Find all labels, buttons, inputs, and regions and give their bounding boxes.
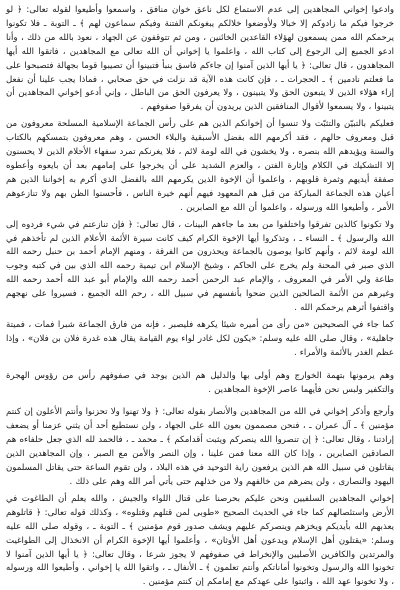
paragraph-6: وأرجع وأذكر إخواني في الله من المجاهدين والأنصار بقوله تعالى: ﴿ ولا تهنوا ولا تحزنوا وأنتم الأعلون إن كنتم مؤمنين ﴾ ـ آل عمران ـ ، فنحن مصممون بعون الله على الجهاد ، ولن نستطيع أحد أن يثني عزمنا أو يضعف إرادتنا ، وقال تعالى: ﴿ إن تنصروا الله ينصركم ويثبت أقدامكم ﴾ ـ محمد ـ ، فالحمد لله الذي جعل حلفاءه هم الصادقين الصابرين ، وإذا كان الله معنا فمن علينا ، وإن النصر والأمن مع الصبر ، وإن المجاهدين الذين يقاتلون في سبيل الله هم الذين يرفعون راية التوحيد في هذه البلاد ، ولن تقوم الساعة حتى يقاتل المسلمون اليهود والنصارى ، ولن يضرهم من خالفهم ولا من خذلهم حتى يأتي أمر الله وهم على ذلك .: [6, 407, 394, 487]
paragraph-3: ولا تكونوا كالذين تفرقوا واختلفوا من بعد ما جاءهم البينات ، قال تعالى: ﴿ فإن تنازعتم في شيء فردوه إلى الله والرسول ﴾ ـ النساء ـ ، وتذكروا أيها الإخوة الكرام كيف كانت سيرة الأئمة الأعلام الذين لم تأخذهم في الله لومة لائم ، وأنهم كانوا يوصون بالجماعة ويحذرون من الفرقة ، ومنهم الإمام أحمد بن حنبل رحمه الله الذي صبر في المحنة ولم يخرج على الحاكم ، وشيخ الإسلام ابن تيمية رحمه الله الذي بين في كتبه وجوب طاعة ولي الأمر في المعروف ، والإمام عبد الرحمن أحمد رحمه الله والإمام أبو عبد الله أحمد رحمه الله وغيرهم من الأئمة الصالحين الذين ضحوا بأنفسهم في سبيل الله ، رحم الله الجميع ، فسيروا على نهجهم واقتفوا أثرهم يرحمكم الله .: [6, 219, 394, 314]
paragraph-4: كما جاء في الصحيحين «من رأى من أميره شيئا يكرهه فليصبر ، فإنه من فارق الجماعة شبرا فمات ، فميتة جاهلية» ، وقال صلى الله عليه وسلم: «يكون لكل غادر لواء يوم القيامة يقال هذه غدرة فلان بن فلان» ، وإذا عظم الغدر بالأئمة والأمراء .: [6, 319, 394, 358]
paragraph-1: وادعوا إخواني المجاهدين إلى عدم الاستماع لكل ناعق خوان منافق ، واسمعوا وأطيعوا لقوله تعالى: ﴿ لو خرجوا فيكم ما زادوكم إلا خبالا ولأوضعوا خلالكم يبغونكم الفتنة وفيكم سماعون لهم ﴾ ـ التوبة ـ فلا تكونوا يرحمكم الله ممن يسمعون لهؤلاء القاعدين الخائنين ، ومن ثم تتوقفون عن الجهاد ، نعوذ بالله من ذلك ، وأنا ادعو الجميع إلى الرجوع إلى كتاب الله ، واعلموا يا إخواني أن الله تعالى مع المجاهدين ، فاتقوا الله أيها المجاهدون ، قال تعالى: ﴿ يا أيها الذين آمنوا إن جاءكم فاسق بنبأ فتبينوا أن تصيبوا قوما بجهالة فتصبحوا على ما فعلتم نادمين ﴾ ـ الحجرات ـ ، فإن كانت هذه الآية قد نزلت في حق صحابي ، فماذا يجب علينا أن نفعل إزاء هؤلاء الذين لا يتبعون الحق ولا يتبينون ، ولا يعرفون الحق من الباطل ، وإني أدعو إخواني المجاهدين أن يتبينوا ، ولا يسمعوا لأقوال المنافقين الذين يريدون أن يفرقوا صفوفهم .: [6, 5, 394, 113]
paragraph-2: فعليكم بالتبيّن والتثبّت ولا تنسوا أن إخوانكم الذين هم على رأس الجماعة الإسلامية المسلحة معروفون من قبل ومعروف حالهم ، فقد أكرمهم الله بفضل الأسبقية والبلاء الحسن ، وهم معروفون بتمسكهم بالكتاب والسنة ويؤيدهم الله بنصره ، ولا يخشون في الله لومة لائم ، فلا يغرنكم تمرد سفهاء الأحلام الذين لا يحسنون إلا التشكيك في الكلام وإثارة الفتن ، والعزم الشديد على أن يخرجوا على إمامهم بعد أن بايعوه وأعطوه صفقة أيديهم وثمرة قلوبهم ، واعلموا أن الإخوة الذين يكرمهم الله بالفضل الذي أكرم به إخواننا الذين هم أعيان هذه الجماعة المباركة من قبل هم المعهود فيهم أنهم خيرة الناس ، فأحسنوا الظن بهم ولا تنازعوهم الأمر ، وأطيعوا الله ورسوله ، واعلموا أن الله مع الصابرين .: [6, 119, 394, 213]
paragraph-7: إخواني المجاهدين السلفيين ونحن عليكم بحرصنا على قتال اللواء والجيش ، والله يعلم أن الطاغوت في الأرض واستئصالهم كما جاء في الحديث الصحيح «طوبى لمن قتلهم وقتلوه» ، وكذلك قوله تعالى: ﴿ قاتلوهم يعذبهم الله بأيديكم ويخزهم وينصركم عليهم ويشف صدور قوم مؤمنين ﴾ ـ التوبة ـ ، وقوله صلى الله عليه وسلم: «يقتلون أهل الإسلام ويدعون أهل الأوثان» ، وأعلموا أيها الإخوة الكرام أن الانخذال إلى الطواغيت والمرتدين والكافرين الأصليين والإنخراط في صفوفهم لا يجوز شرعا ، وقال تعالى: ﴿ يا أيها الذين آمنوا لا تخونوا الله والرسول وتخونوا أماناتكم وأنتم تعلمون ﴾ ـ الأنفال ـ ، واتقوا الله يا إخواني ، وأطيعوا الله ورسوله ، ولا تخونوا عهد الله ، واثبتوا على عهدكم مع إمامكم إن كنتم مؤمنين .: [6, 493, 394, 588]
paragraph-5: وهم يرمونها بتهمة الخوارج وهم أولى بها والدليل هم الذين يوجد في صفوفهم رأس من رؤوس الهجرة والتكفير ولبس نحن فأيهما عاصر الإخوة المجاهدين .: [6, 370, 394, 395]
